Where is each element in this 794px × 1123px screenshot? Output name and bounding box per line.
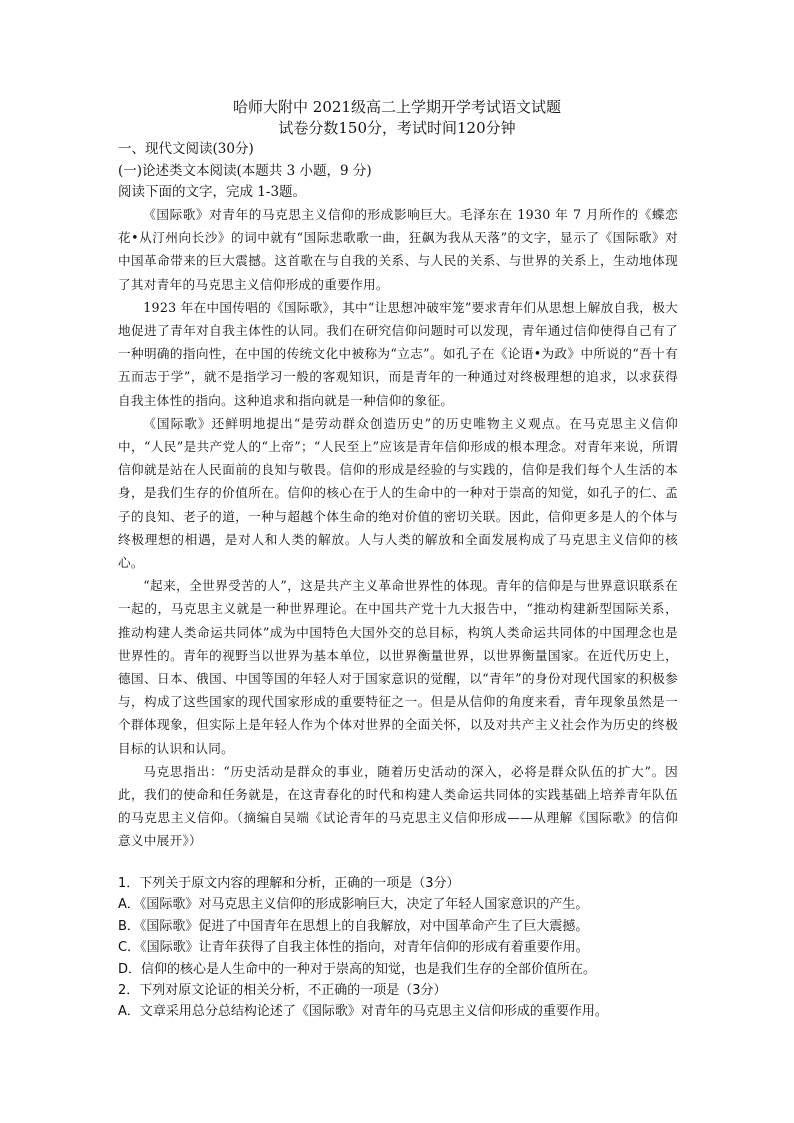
article-paragraph: 《国际歌》还鲜明地提出“是劳动群众创造历史”的历史唯物主义观点。在马克思主义信仰中，“人民”是共产党人的“上帝”；“人民至上”应该是青年信仰形成的根本理念。对青年来说，所谓信仰就是站在人民面前的良知与敬畏。信仰的形成是经验的与实践的，信仰是我们每个人生活的本身，是我们生存的价值所在。信仰的核心在于人的生命中的一种对于崇高的知觉，如孔子的仁、孟子的良知、老子的道，一种与超越个体生命的绝对价值的密切关联。因此，信仰更多是人的个体与终极理想的相遇，是对人和人类的解放。人与人类的解放和全面发展构成了马克思主义信仰的核心。: [118, 415, 678, 571]
question-1-option-b: B．《国际歌》促进了中国青年在思想上的自我解放，对中国革命产生了巨大震撼。: [118, 918, 589, 934]
article-paragraph: 马克思指出：“历史活动是群众的事业，随着历史活动的深入，必将是群众队伍的扩大”。因此，我们的使命和任务就是，在这青春化的时代和构建人类命运共同体的实践基础上培养青年队伍的马克思主义信仰。（摘编自吴端《试论青年的马克思主义信仰形成——从理解《国际歌》的信仰意义中展开》）: [118, 763, 678, 849]
question-2-stem: 2．下列对原文论证的相关分析，不正确的一项是（3分）: [118, 983, 447, 999]
reading-article: [118, 203, 678, 853]
exam-subtitle: 试卷分数150分，考试时间120分钟: [278, 119, 516, 137]
question-1-option-d: D．信仰的核心是人生命中的一种对于崇高的知觉，也是我们生存的全部价值所在。: [118, 961, 597, 977]
question-list: [118, 873, 698, 1023]
article-paragraph: 《国际歌》对青年的马克思主义信仰的形成影响巨大。毛泽东在 1930 年 7 月所作的《蝶恋花•从汀州向长沙》的词中就有“国际悲歌歌一曲，狂飙为我从天落”的文字，显示了《国际歌》对中国革命带来的巨大震撼。这首歌在与自我的关系、与人民的关系、与世界的关系上，生动地体现了其对青年的马克思主义信仰形成的重要作用。: [118, 207, 678, 292]
reading-instruction: 阅读下面的文字，完成 1-3题。: [118, 184, 307, 200]
section-heading: 一、现代文阅读(30分): [118, 141, 254, 157]
question-1-option-a: A．《国际歌》对马克思主义信仰的形成影响巨大，决定了年轻人国家意识的产生。: [118, 897, 589, 913]
question-1-stem: 1．下列关于原文内容的理解和分析，正确的一项是（3分）: [118, 876, 460, 891]
subsection-heading: (一)论述类文本阅读(本题共 3 小题，9 分): [118, 163, 372, 179]
question-1-option-c: C．《国际歌》让青年获得了自我主体性的指向，对青年信仰的形成有着重要作用。: [118, 940, 589, 956]
exam-title: 哈师大附中 2021级高二上学期开学考试语文试题: [233, 98, 561, 116]
article-paragraph: 1923 年在中国传唱的《国际歌》，其中“让思想冲破牢笼”要求青年们从思想上解放自我，极大地促进了青年对自我主体性的认同。我们在研究信仰问题时可以发现，青年通过信仰使得自己有了一种明确的指向性，在中国的传统文化中被称为“立志”。如孔子在《论语•为政》中所说的“吾十有五而志于学”，就不是指学习一般的客观知识，而是青年的一种通过对终极理想的追求，以求获得自我主体性的指向。这种追求和指向就是一种信仰的象征。: [118, 299, 678, 408]
article-paragraph: “起来，全世界受苦的人”，这是共产主义革命世界性的体现。青年的信仰是与世界意识联系在一起的，马克思主义就是一种世界理论。在中国共产党十九大报告中，“推动构建新型国际关系，推动构建人类命运共同体”成为中国特色大国外交的总目标，构筑人类命运共同体的中国理念也是世界性的。青年的视野当以世界为基本单位，以世界衡量世界，以世界衡量国家。在近代历史上，德国、日本、俄国、中国等国的年轻人对于国家意识的觉醒，以“青年”的身份对现代国家的积极参与，构成了这些国家的现代国家形成的重要特征之一。但是从信仰的角度来看，青年现象虽然是一个群体现象，但实际上是年轻人作为个体对世界的全面关怀，以及对共产主义社会作为历史的终极目标的认识和认同。: [118, 578, 678, 756]
question-2-option-a: A．文章采用总分总结构论述了《国际歌》对青年的马克思主义信仰形成的重要作用。: [118, 1004, 608, 1020]
